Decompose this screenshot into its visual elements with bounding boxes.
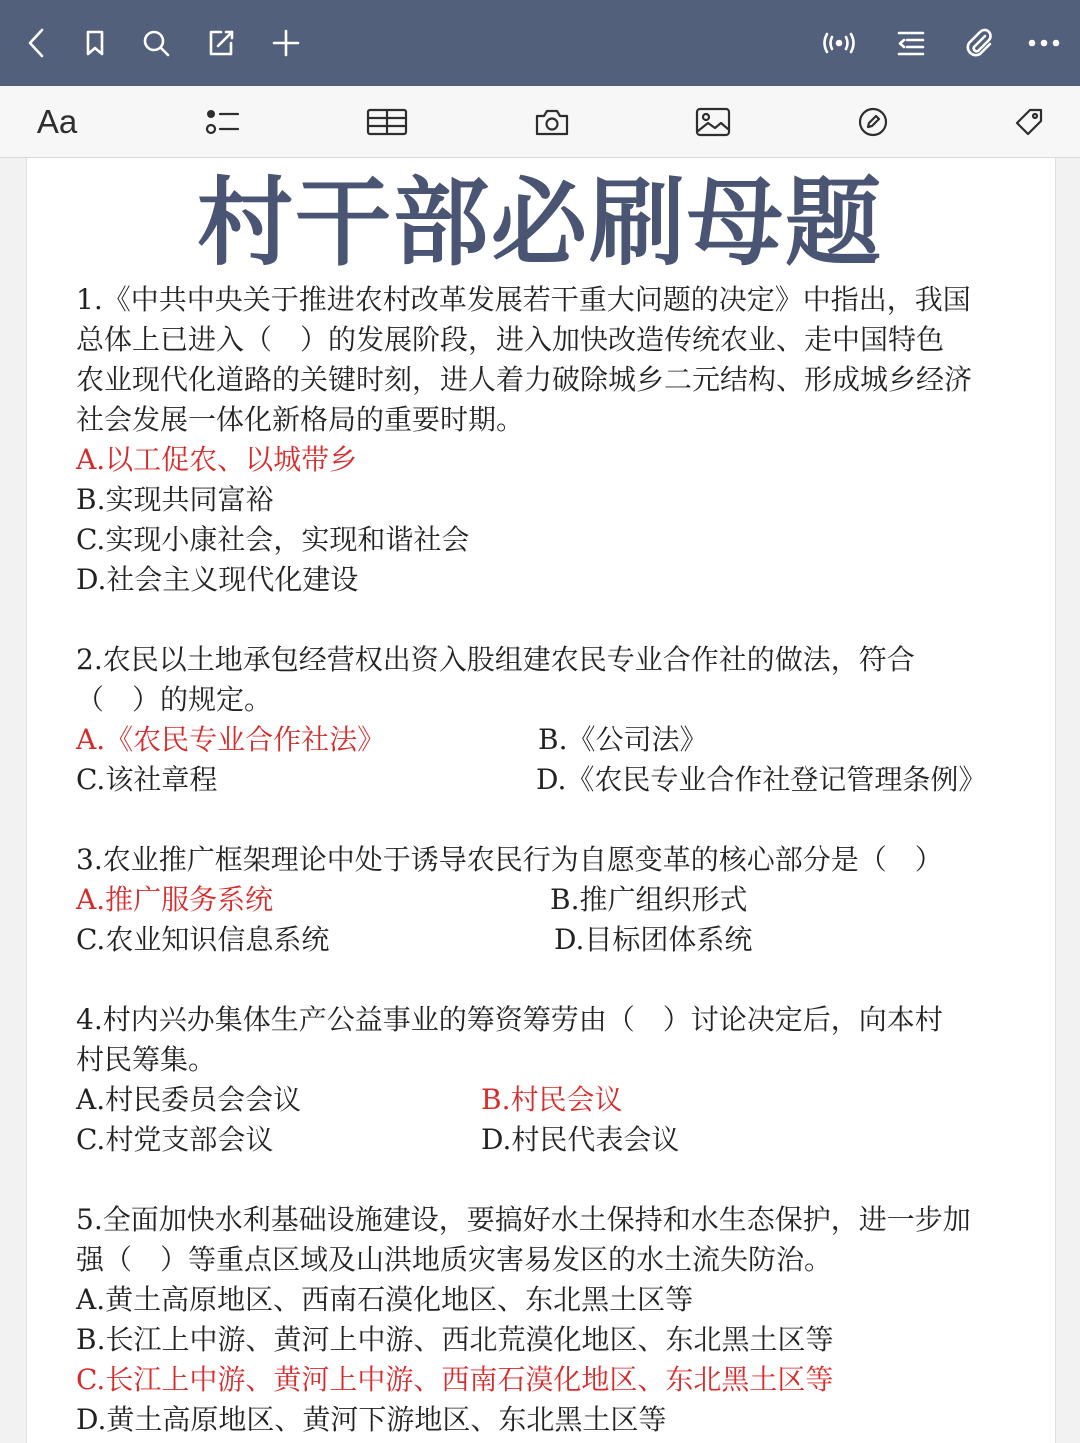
question-1-line: 农业现代化道路的关键时刻，进人着力破除城乡二元结构、形成城乡经济 — [76, 363, 973, 396]
question-1-answer-option: A.以工促农、以城带乡 — [76, 443, 358, 476]
note-content[interactable] — [76, 280, 1016, 1440]
pencil-icon[interactable] — [850, 100, 896, 144]
question-2-line: 2.农民以土地承包经营权出资入股组建农民专业合作社的做法，符合 — [76, 643, 915, 676]
question-1-line: 总体上已进入（ ）的发展阶段，进入加快改造传统农业、走中国特色 — [76, 323, 945, 356]
question-2-line: （ ）的规定。 — [76, 683, 273, 716]
format-toolbar — [0, 86, 1080, 158]
question-4-line: 4.村内兴办集体生产公益事业的筹资筹劳由（ ）讨论决定后，向本村 — [76, 1003, 943, 1036]
question-4-answer-option: B.村民会议 — [481, 1083, 623, 1116]
question-4-line: 村民筹集。 — [76, 1043, 217, 1076]
document-title: 村干部必刷母题 — [197, 167, 883, 279]
question-5-option: B.长江上中游、黄河上中游、西北荒漠化地区、东北黑土区等 — [76, 1323, 834, 1356]
question-3-option: D.目标团体系统 — [554, 923, 753, 956]
outline-icon[interactable] — [890, 22, 932, 64]
question-4-option: D.村民代表会议 — [481, 1123, 680, 1156]
question-3-answer-option: A.推广服务系统 — [76, 883, 274, 916]
search-icon[interactable] — [135, 22, 177, 64]
table-icon[interactable] — [364, 100, 410, 144]
question-5-option: A.黄土高原地区、西南石漠化地区、东北黑土区等 — [76, 1283, 694, 1316]
image-icon[interactable] — [690, 100, 736, 144]
question-2-answer-option: A.《农民专业合作社法》 — [76, 723, 386, 756]
question-3-option: C.农业知识信息系统 — [76, 923, 330, 956]
add-icon[interactable] — [265, 22, 307, 64]
edit-icon[interactable] — [200, 22, 242, 64]
more-icon[interactable] — [1023, 22, 1065, 64]
question-5-option: D.黄土高原地区、黄河下游地区、东北黑土区等 — [76, 1403, 667, 1436]
broadcast-icon[interactable] — [818, 22, 860, 64]
font-format-button[interactable] — [34, 100, 80, 144]
attachment-icon[interactable] — [958, 22, 1000, 64]
question-1-option: B.实现共同富裕 — [76, 483, 274, 516]
question-3-line: 3.农业推广框架理论中处于诱导农民行为自愿变革的核心部分是（ ） — [76, 843, 943, 876]
question-2-option: D.《农民专业合作社登记管理条例》 — [536, 763, 987, 796]
question-1-option: C.实现小康社会，实现和谐社会 — [76, 523, 470, 556]
tag-icon[interactable] — [1006, 100, 1052, 144]
question-3-option: B.推广组织形式 — [550, 883, 748, 916]
top-app-bar — [0, 0, 1080, 86]
camera-icon[interactable] — [529, 100, 575, 144]
bookmark-icon[interactable] — [74, 22, 116, 64]
question-4-option: A.村民委员会会议 — [76, 1083, 302, 1116]
font-format-label: Aa — [36, 103, 78, 140]
question-2-option: C.该社章程 — [76, 763, 218, 796]
question-5-line: 强（ ）等重点区域及山洪地质灾害易发区的水土流失防治。 — [76, 1243, 833, 1276]
question-4-option: C.村党支部会议 — [76, 1123, 274, 1156]
question-1-line: 1.《中共中央关于推进农村改革发展若干重大问题的决定》中指出，我国 — [76, 283, 971, 316]
checklist-icon[interactable] — [199, 100, 245, 144]
question-1-line: 社会发展一体化新格局的重要时期。 — [76, 403, 525, 436]
question-2-option: B.《公司法》 — [538, 723, 708, 756]
question-1-option: D.社会主义现代化建设 — [76, 563, 359, 596]
question-5-line: 5.全面加快水利基础设施建设，要搞好水土保持和水生态保护，进一步加 — [76, 1203, 971, 1236]
back-icon[interactable] — [16, 22, 58, 64]
question-5-answer-option: C.长江上中游、黄河上中游、西南石漠化地区、东北黑土区等 — [76, 1363, 834, 1396]
